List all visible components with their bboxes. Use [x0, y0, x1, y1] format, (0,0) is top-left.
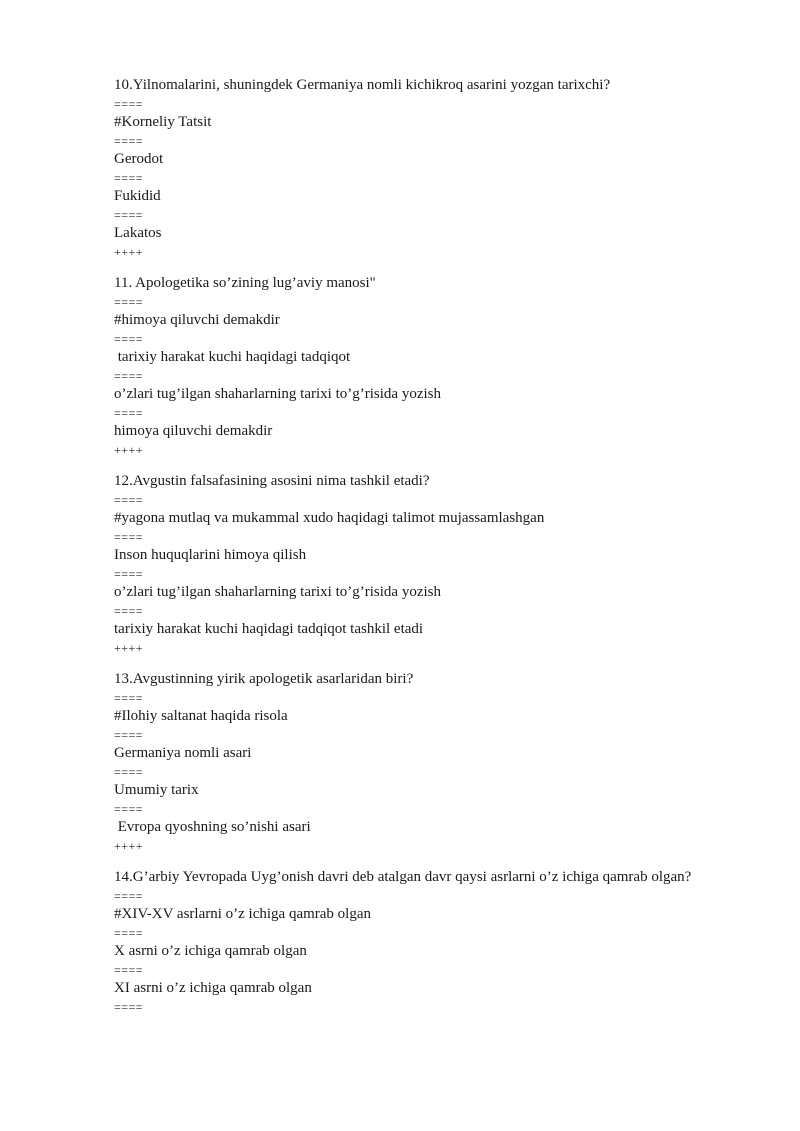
separator: ====: [114, 493, 144, 507]
answer-option-correct: #Korneliy Tatsit: [114, 114, 212, 130]
answer-option: XI asrni o’z ichiga qamrab olgan: [114, 980, 312, 996]
question-block: [114, 670, 774, 855]
question-text: 10.Yilnomalarini, shuningdek Germaniya nomli kichikroq asarini yozgan tarixchi?: [114, 77, 611, 93]
separator: ====: [114, 171, 144, 185]
end-marker: ++++: [114, 443, 144, 457]
separator: ====: [114, 134, 144, 148]
answer-option: Fukidid: [114, 188, 161, 204]
answer-option: himoya qiluvchi demakdir: [114, 423, 273, 439]
end-marker: ++++: [114, 641, 144, 655]
separator: ====: [114, 1000, 144, 1014]
separator: ====: [114, 332, 144, 346]
end-marker: ++++: [114, 839, 144, 853]
answer-option: tarixiy harakat kuchi haqidagi tadqiqot tashkil etadi: [114, 621, 424, 637]
answer-option: Evropa qyoshning so’nishi asari: [114, 819, 311, 835]
answer-option-correct: #Ilohiy saltanat haqida risola: [114, 708, 288, 724]
question-text: 13.Avgustinning yirik apologetik asarlaridan biri?: [114, 671, 414, 687]
separator: ====: [114, 926, 144, 940]
question-text: 11. Apologetika so’zining lug’aviy manosi": [114, 275, 376, 291]
separator: ====: [114, 691, 144, 705]
question-block: [114, 472, 774, 657]
separator: ====: [114, 530, 144, 544]
question-block: [114, 76, 774, 261]
separator: ====: [114, 97, 144, 111]
answer-option-correct: #XIV-XV asrlarni o’z ichiga qamrab olgan: [114, 906, 372, 922]
question-block: [114, 868, 774, 1016]
separator: ====: [114, 208, 144, 222]
answer-option: Umumiy tarix: [114, 782, 199, 798]
answer-option-correct: #himoya qiluvchi demakdir: [114, 312, 280, 328]
answer-option: Gerodot: [114, 151, 164, 167]
separator: ====: [114, 728, 144, 742]
separator: ====: [114, 567, 144, 581]
separator: ====: [114, 963, 144, 977]
separator: ====: [114, 369, 144, 383]
separator: ====: [114, 295, 144, 309]
end-marker: ++++: [114, 245, 144, 259]
question-text: 14.G’arbiy Yevropada Uyg’onish davri deb atalgan davr qaysi asrlarni o’z ichiga qamrab olgan?: [114, 869, 692, 885]
separator: ====: [114, 604, 144, 618]
answer-option: X asrni o’z ichiga qamrab olgan: [114, 943, 307, 959]
separator: ====: [114, 802, 144, 816]
answer-option: Germaniya nomli asari: [114, 745, 252, 761]
separator: ====: [114, 406, 144, 420]
question-text: 12.Avgustin falsafasining asosini nima tashkil etadi?: [114, 473, 430, 489]
answer-option: Inson huquqlarini himoya qilish: [114, 547, 307, 563]
separator: ====: [114, 889, 144, 903]
question-block: [114, 274, 774, 459]
answer-option: o’zlari tug’ilgan shaharlarning tarixi to’g’risida yozish: [114, 584, 441, 600]
answer-option: tarixiy harakat kuchi haqidagi tadqiqot: [114, 349, 351, 365]
answer-option-correct: #yagona mutlaq va mukammal xudo haqidagi talimot mujassamlashgan: [114, 510, 545, 526]
answer-option: o’zlari tug’ilgan shaharlarning tarixi to’g’risida yozish: [114, 386, 441, 402]
separator: ====: [114, 765, 144, 779]
answer-option: Lakatos: [114, 225, 162, 241]
document-page: [114, 76, 774, 1029]
